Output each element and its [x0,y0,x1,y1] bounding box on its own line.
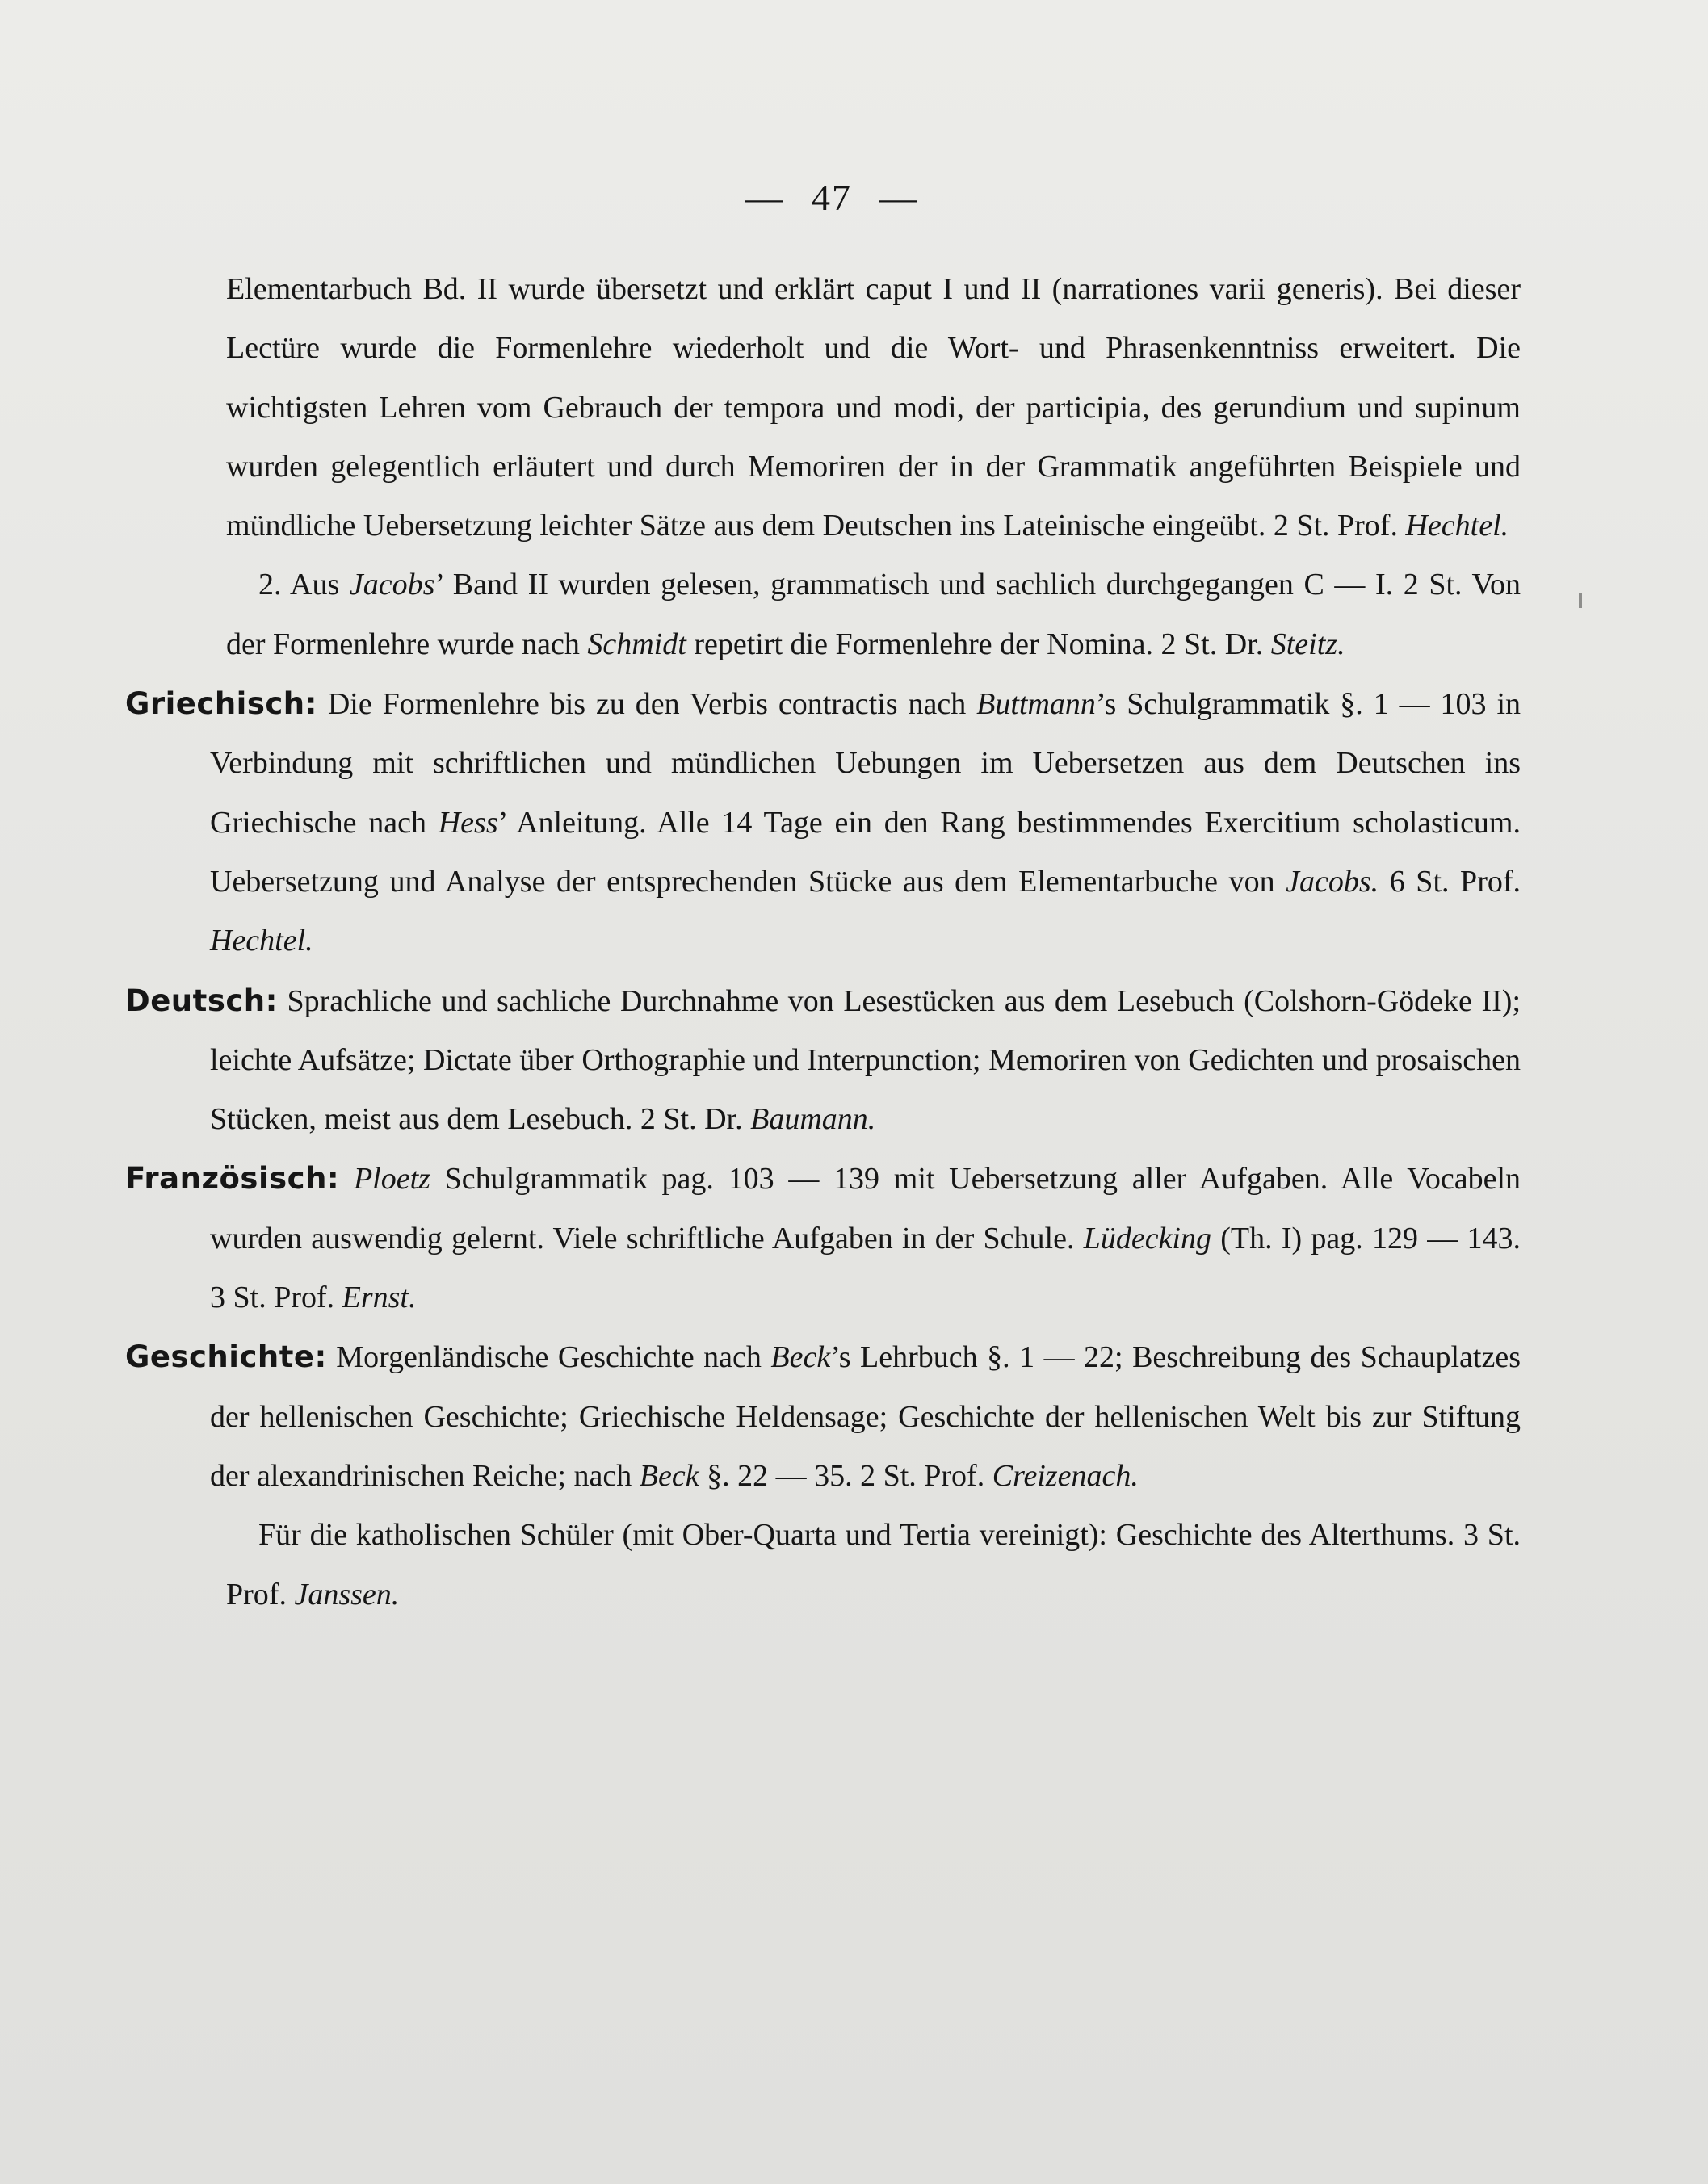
text-run: Elementarbuch Bd. II wurde übersetzt und erklärt caput I und II (narrationes varii generis). Bei dieser Lectüre wurde die Formenlehre wiederholt und die Wort- und Phrasenkenntniss erweitert. Die wichtigsten Lehren vom Gebrauch der tempora und modi, der participia, des gerundium und supinum wurden gelegentlich erläutert und durch Memoriren der in der Grammatik angeführten Beispiele und mündliche Uebersetzung leichter Sätze aus dem Deutschen ins Lateinische eingeübt. 2 St. Prof. [226,272,1521,543]
italic-name: Steitz. [1270,627,1345,661]
subject-paragraph [125,1149,1521,1327]
italic-name: Jacobs. [1286,864,1379,899]
subject-paragraph [125,674,1521,970]
italic-name: Buttmann [976,687,1096,722]
subject-paragraph [125,971,1521,1150]
text-run: ’s Lehrbuch §. 1 — 22; Beschreibung des Schauplatzes der hellenischen Geschichte; Griechische Heldensage; Geschichte der hellenischen Welt bis zur Stiftung der alexandrinischen Reiche; nach [210,1340,1521,1493]
text-run: (Th. I) pag. 129 — 143. 3 St. Prof. [210,1221,1521,1315]
subject-paragraph [125,1327,1521,1506]
page-number [0,176,1664,219]
text-run: Sprachliche und sachliche Durchnahme von Lesestücken aus dem Lesebuch (Colshorn-Gödeke II); leichte Aufsätze; Dictate über Orthographie und Interpunction; Memoriren von Gedichten und prosaischen Stücken, meist aus dem Lesebuch. 2 St. Dr. [210,983,1521,1137]
page-number-dash-left: — [745,177,784,218]
italic-name: Ploetz [353,1162,430,1197]
subject-label: Deutsch: [125,983,278,1018]
text-run: Für die katholischen Schüler (mit Ober-Quarta und Tertia vereinigt): Geschichte des Alterthums. 3 St. Prof. [226,1518,1521,1612]
page-number-dash-right: — [879,177,918,218]
text-run: 2. Aus [258,568,350,602]
italic-name: Schmidt [587,627,686,661]
text-run [339,1162,354,1196]
body-text [125,260,1521,1624]
italic-name: Ernst. [342,1281,417,1315]
italic-name: Creizenach. [992,1458,1139,1493]
subject-label: Französisch: [125,1161,340,1197]
text-run: Die Formenlehre bis zu den Verbis contractis nach [317,687,977,722]
italic-name: Lüdecking [1083,1221,1211,1255]
text-run: 6 St. Prof. [1379,864,1521,899]
text-run: Morgenländische Geschichte nach [326,1340,771,1375]
italic-name: Baumann. [750,1102,876,1137]
text-run: §. 22 — 35. 2 St. Prof. [699,1458,992,1493]
indented-paragraph [125,1506,1521,1624]
page-number-value: 47 [812,177,852,218]
italic-name: Beck [639,1458,699,1493]
italic-name: Jacobs [349,568,435,602]
subject-label: Griechisch: [125,686,317,722]
italic-name: Hechtel. [210,924,313,958]
italic-name: Hechtel. [1405,509,1509,543]
text-run: ’s Schulgrammatik §. 1 — 103 in Verbindung mit schriftlichen und mündlichen Uebungen im Uebersetzen aus dem Deutschen ins Griechische nach [210,687,1521,840]
italic-name: Janssen. [294,1577,400,1612]
text-run: Schulgrammatik pag. 103 — 139 mit Uebersetzung aller Aufgaben. Alle Vocabeln wurden auswendig gelernt. Viele schriftliche Aufgaben in der Schule. [210,1162,1521,1255]
indented-paragraph [125,555,1521,674]
text-run: ’ Band II wurden gelesen, grammatisch und sachlich durchgegangen C — I. 2 St. Von der Formenlehre wurde nach [226,568,1521,661]
ink-speck [1579,593,1582,608]
subject-label: Geschichte: [125,1339,327,1375]
text-run: repetirt die Formenlehre der Nomina. 2 St. Dr. [686,627,1271,661]
continued-paragraph [125,260,1521,555]
italic-name: Beck [770,1340,831,1375]
text-run: ’ Anleitung. Alle 14 Tage ein den Rang bestimmendes Exercitium scholasticum. Uebersetzung und Analyse der entsprechenden Stücke aus dem Elementarbuche von [210,805,1521,899]
italic-name: Hess [438,805,498,840]
